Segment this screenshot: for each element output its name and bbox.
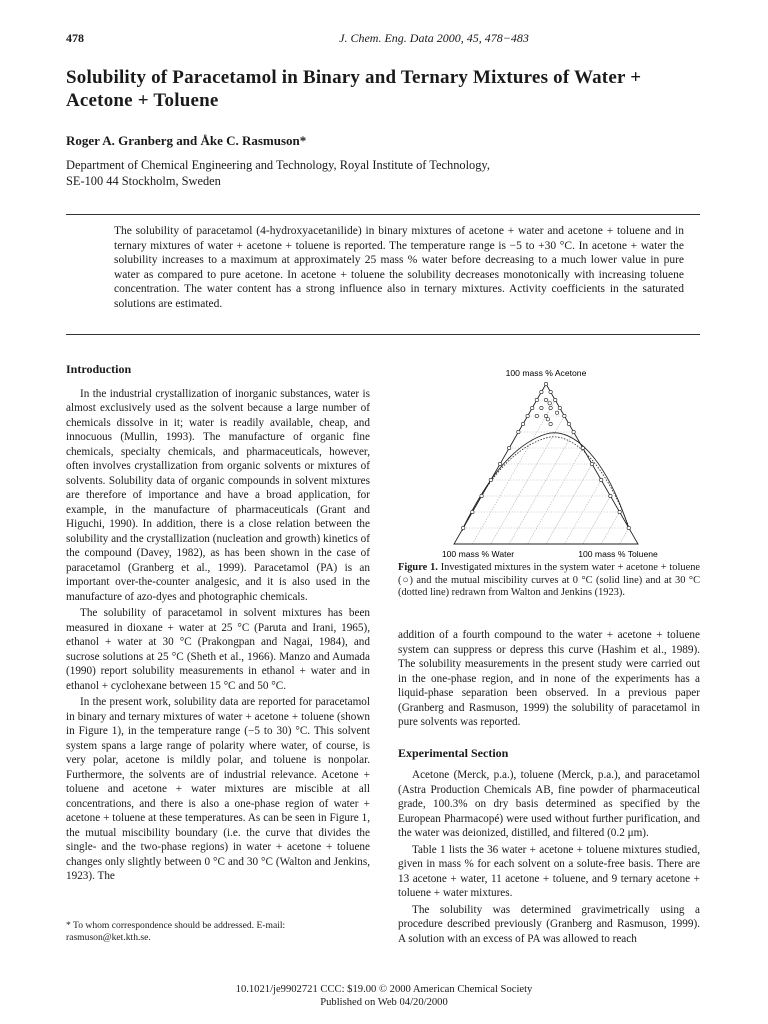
data-point-marker xyxy=(627,526,630,529)
data-point-marker xyxy=(549,406,552,409)
data-point-marker xyxy=(567,422,570,425)
vertex-label-acetone: 100 mass % Acetone xyxy=(505,368,587,378)
page-footer xyxy=(0,984,768,1009)
intro-paragraph-1: In the industrial crystallization of inorganic substances, water is almost exclusively used as the solvent because a large number of chemicals dissolve in it; water is readily available, cheap, and innocuous (Mullin, 1993). The manufacture of organic fine chemicals, specialty chemicals, and pharmaceuticals, however, often involves crystallization from organic solvents or mixtures of solvents. Solubility data of organic compounds in solvent mixtures are therefore of importance and have a broad application, for example, in the manufacture of pharmaceuticals (Grant and Higuchi, 1990). In addition, there is a close relation between the solubility and the crystallization (nucleation and growth) kinetics of the compound (Davey, 1982), as has been shown in the case of paracetamol (Granberg et al., 1999). Paracetamol (PA) is an important over-the-counter analgesic, and it is also used in the manufacture of azo-dyes and photographic chemicals. xyxy=(66,387,370,603)
section-heading-experimental: Experimental Section xyxy=(398,745,509,760)
figure-caption-text: Investigated mixtures in the system water + acetone + toluene (○) and the mutual miscibility curves at 0 °C (solid line) and at 30 °C (dotted line) redrawn from Walton and Jenkins (1923). xyxy=(398,562,701,599)
data-point-marker xyxy=(590,462,593,465)
affiliation-line-2: SE-100 44 Stockholm, Sweden xyxy=(66,174,221,188)
figure-caption xyxy=(398,562,700,600)
grid-line xyxy=(620,528,629,544)
ternary-diagram xyxy=(396,364,698,560)
intro-paragraph-continued: addition of a fourth compound to the water + acetone + toluene system can suppress or depress this curve (Hashim et al., 1989). The solubility measurements in the present study were carried out in the one-phase region, and in none of the experiments has a liquid-phase separation been observed. In a previous paper (Granberg and Rasmuson, 1999) the solubility of paracetamol in pure solvents was reported. xyxy=(398,629,700,728)
footer-doi-copyright: 10.1021/je9902721 CCC: $19.00 © 2000 American Chemical Society xyxy=(235,984,533,995)
experimental-points xyxy=(462,382,631,529)
data-point-marker xyxy=(558,406,561,409)
data-point-marker xyxy=(554,398,557,401)
grid-line xyxy=(583,496,611,544)
data-point-marker xyxy=(535,414,538,417)
section-heading-introduction: Introduction xyxy=(66,362,132,376)
data-point-marker xyxy=(548,402,551,405)
data-point-marker xyxy=(544,398,547,401)
data-point-marker xyxy=(540,406,543,409)
data-point-marker xyxy=(471,510,474,513)
data-point-marker xyxy=(563,414,566,417)
data-point-marker xyxy=(555,411,558,414)
intro-paragraph-2: The solubility of paracetamol in solvent mixtures has been measured in dioxane + water at 25 °C (Paruta and Irani, 1965), ethanol + water at 30 °C (Prakongpan and Nagai, 1984), and sucrose solutions at 25 °C (Sheth et al., 1966). Manzo and Aumada (1990) report solubility measurements in ethanol + water and in ethanol + cyclohexane between 15 °C and 50 °C. xyxy=(66,607,370,692)
data-point-marker xyxy=(544,414,547,417)
abstract: The solubility of paracetamol (4-hydroxyacetanilide) in binary mixtures of acetone + water and acetone + toluene and in ternary mixtures of water + acetone + toluene is reported. The temperature range is −5 to +30 °C. In acetone + water the solubility increases to a maximum at approximately 25 mass % water before decreasing to a much lower value in pure water as compared to pure acetone. In acetone + toluene the solubility decreases monotonically with increasing toluene concentration. The water content has a strong influence also in ternary mixtures. Activity coefficients in the saturated solutions are estimated. xyxy=(114,225,684,310)
data-point-marker xyxy=(581,446,584,449)
data-point-marker xyxy=(535,398,538,401)
left-column xyxy=(66,362,370,884)
abstract-bottom-rule xyxy=(66,334,700,335)
journal-citation: J. Chem. Eng. Data 2000, 45, 478−483 xyxy=(339,31,529,45)
data-point-marker xyxy=(549,390,552,393)
vertex-label-water: 100 mass % Water xyxy=(441,549,515,559)
affiliation xyxy=(66,157,666,189)
data-point-marker xyxy=(508,446,511,449)
affiliation-line-1: Department of Chemical Engineering and Technology, Royal Institute of Technology, xyxy=(66,158,490,172)
experimental-paragraph-2: Table 1 lists the 36 water + acetone + toluene mixtures studied, given in mass % for each solvent on a solute-free basis. There are 13 acetone + water, 11 acetone + toluene, and 9 ternary acetone + toluene + water mixtures. xyxy=(398,843,700,899)
vertex-label-toluene: 100 mass % Toluene xyxy=(578,549,658,559)
page-number: 478 xyxy=(66,31,84,45)
data-point-marker xyxy=(517,430,520,433)
data-point-marker xyxy=(489,478,492,481)
grid-line xyxy=(583,496,611,544)
data-point-marker xyxy=(572,430,575,433)
data-point-marker xyxy=(521,422,524,425)
data-point-marker xyxy=(531,406,534,409)
experimental-paragraph-1: Acetone (Merck, p.a.), toluene (Merck, p.a.), and paracetamol (Astra Production Chemicals AB, fine powder of pharmaceutical grade, 100.3% on dry basis determined as specified by the European Pharmacopé) were used without further purification, and the water was deionized, distilled, and filtered (0.2 μm). xyxy=(398,769,700,839)
data-point-marker xyxy=(609,494,612,497)
correspondence-footnote: * To whom correspondence should be addressed. E-mail: rasmuson@ket.kth.se. xyxy=(66,920,286,943)
footer-published: Published on Web 04/20/2000 xyxy=(320,996,448,1008)
data-point-marker xyxy=(526,414,529,417)
data-point-marker xyxy=(544,382,547,385)
paper-title: Solubility of Paracetamol in Binary and Ternary Mixtures of Water + Acetone + Toluene xyxy=(66,67,642,111)
figure-caption-label: Figure 1. xyxy=(398,562,438,573)
right-column xyxy=(398,628,700,946)
data-point-marker xyxy=(546,418,549,421)
data-point-marker xyxy=(498,462,501,465)
abstract-top-rule xyxy=(66,214,700,215)
data-point-marker xyxy=(600,478,603,481)
author-list: Roger A. Granberg and Åke C. Rasmuson* xyxy=(66,133,307,148)
miscibility-curve-0C xyxy=(463,433,628,528)
experimental-paragraph-3: The solubility was determined gravimetrically using a procedure described previously (Granberg and Rasmuson, 1999). A solution with an excess of PA was allowed to reach xyxy=(398,903,700,945)
miscibility-curve-30C xyxy=(462,437,630,531)
data-point-marker xyxy=(618,510,621,513)
intro-paragraph-3: In the present work, solubility data are reported for paracetamol in binary and ternary mixtures of water + acetone + toluene (shown in Figure 1), in the temperature range (−5 to 30) °C. This solvent system spans a large range of polarity where water, of course, is very polar, acetone is mildly polar, and toluene is nonpolar. Furthermore, the solvents are of industrial relevance. Acetone + toluene and acetone + water mixtures are miscible at all concentrations, and there is also a one-phase region of water + acetone + toluene at these temperatures. As can be seen in Figure 1, the mutual miscibility boundary (i.e. the curve that divides the single- and the two-phase regions) in water + acetone + toluene changes only slightly between 0 °C and 30 °C (Walton and Jenkins, 1923). The xyxy=(66,696,370,882)
data-point-marker xyxy=(549,422,552,425)
data-point-marker xyxy=(480,494,483,497)
data-point-marker xyxy=(540,390,543,393)
data-point-marker xyxy=(462,526,465,529)
